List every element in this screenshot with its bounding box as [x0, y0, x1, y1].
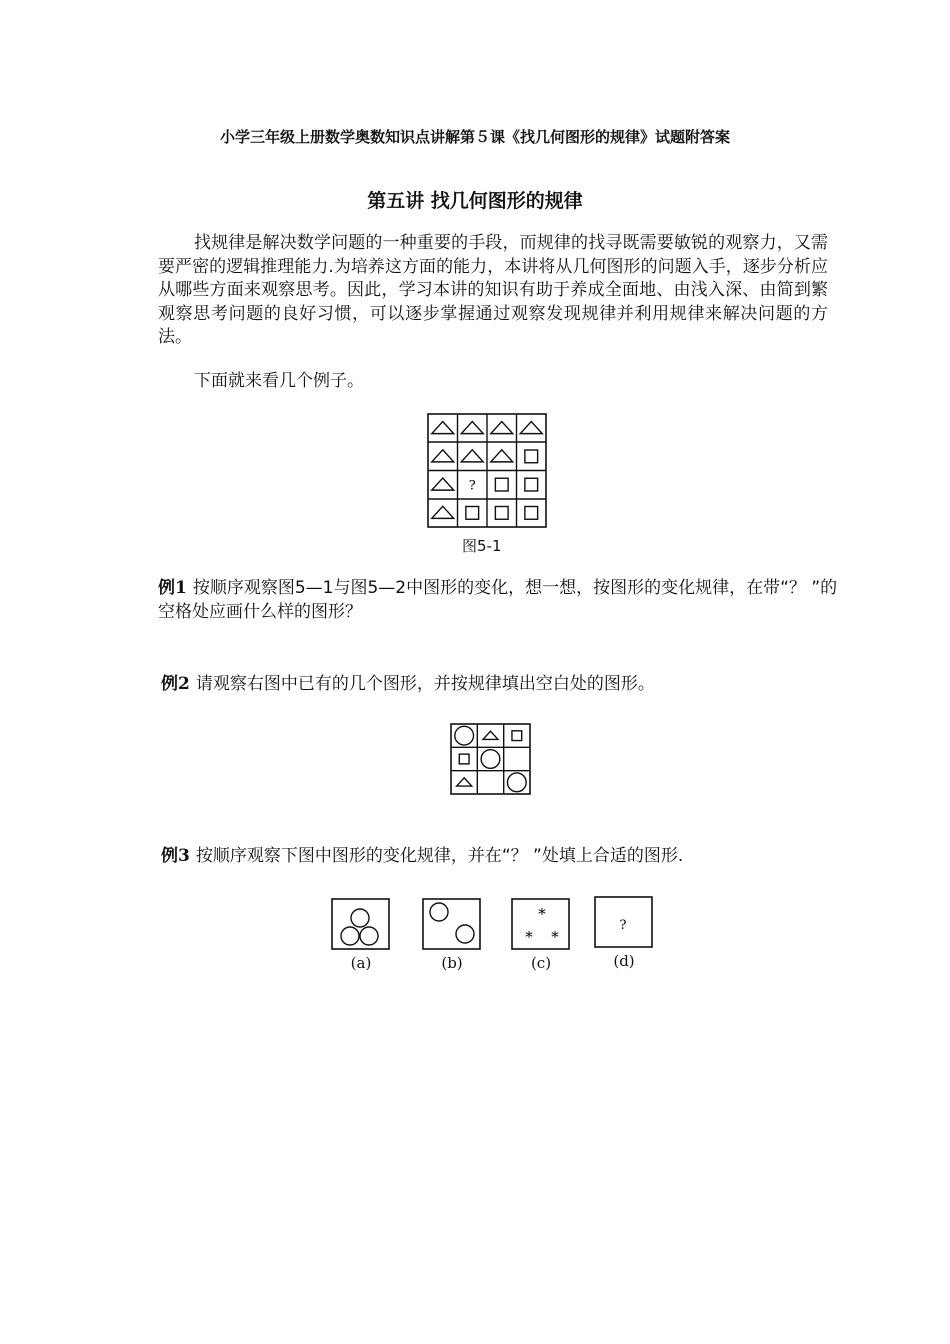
example-3: [161, 845, 841, 869]
example-2-label: 例2: [161, 674, 190, 694]
example-3-panel-d: [594, 896, 654, 949]
example-2-cells: [455, 726, 526, 791]
triangle-shape: [491, 450, 513, 462]
circle-shape: [481, 750, 500, 769]
example-2-text: 请观察右图中已有的几个图形，并按规律填出空白处的图形。: [195, 674, 655, 694]
figure-5-1-grid: [427, 413, 547, 529]
question-mark: ?: [468, 478, 476, 494]
triangle-shape: [432, 506, 454, 518]
circle-shape: [507, 773, 526, 792]
lead-in-text: 下面就来看几个例子。: [194, 371, 364, 391]
triangle-shape: [432, 422, 454, 434]
asterisk-mark: *: [525, 928, 533, 946]
example-2: [161, 673, 841, 697]
intro-paragraph: 找规律是解决数学问题的一种重要的手段，而规律的找寻既需要敏锐的观察力，又需要严密的逻辑推理能力.为培养这方面的能力，本讲将从几何图形的问题入手，逐步分析应从哪些方面来观察思考。因此，学习本讲的知识有助于养成全面地、由浅入深、由简到繁观察思考问题的良好习惯，可以逐步掌握通过观察发现规律并利用规律来解决问题的方法。: [158, 233, 828, 347]
triangle-shape: [520, 422, 542, 434]
triangle-shape: [491, 422, 513, 434]
square-shape: [525, 450, 538, 463]
example-2-grid: [450, 723, 532, 795]
square-shape: [495, 478, 508, 491]
triangle-shape: [432, 478, 454, 490]
circle-shape: [455, 726, 474, 745]
square-shape: [495, 507, 508, 520]
example-1-label: 例1: [158, 578, 187, 598]
square-shape: [459, 754, 469, 764]
example-3-caption-d: (d): [613, 952, 635, 970]
triangle-shape: [457, 778, 472, 786]
triangle-shape: [461, 422, 483, 434]
square-shape: [466, 507, 479, 520]
example-3-panel-c: [511, 898, 571, 951]
document-title: 小学三年级上册数学奥数知识点讲解第５课《找几何图形的规律》试题附答案: [219, 128, 730, 146]
lecture-title: 第五讲 找几何图形的规律: [367, 190, 583, 212]
square-shape: [512, 731, 522, 741]
example-3-caption-a: (a): [350, 954, 372, 972]
figure-5-1-caption: 图5-1: [462, 537, 502, 555]
example-3-label: 例3: [161, 846, 190, 866]
example-3-caption-c: (c): [530, 954, 552, 972]
question-mark: ?: [619, 918, 627, 933]
square-shape: [525, 478, 538, 491]
triangle-shape: [461, 450, 483, 462]
asterisk-mark: *: [551, 928, 559, 946]
example-3-text: 按顺序观察下图中图形的变化规律，并在“？ ”处填上合适的图形.: [195, 846, 684, 866]
example-3-panel-a: [331, 898, 391, 951]
example-1-text: 按顺序观察图5—1与图5—2中图形的变化，想一想，按图形的变化规律，在带“？ ”的空格处应画什么样的图形？: [158, 578, 838, 622]
square-shape: [525, 507, 538, 520]
example-3-caption-b: (b): [441, 954, 463, 972]
triangle-shape: [483, 731, 498, 739]
asterisk-mark: *: [538, 905, 546, 923]
triangle-shape: [432, 450, 454, 462]
example-1: [158, 577, 838, 624]
example-3-panel-b: [422, 898, 482, 951]
